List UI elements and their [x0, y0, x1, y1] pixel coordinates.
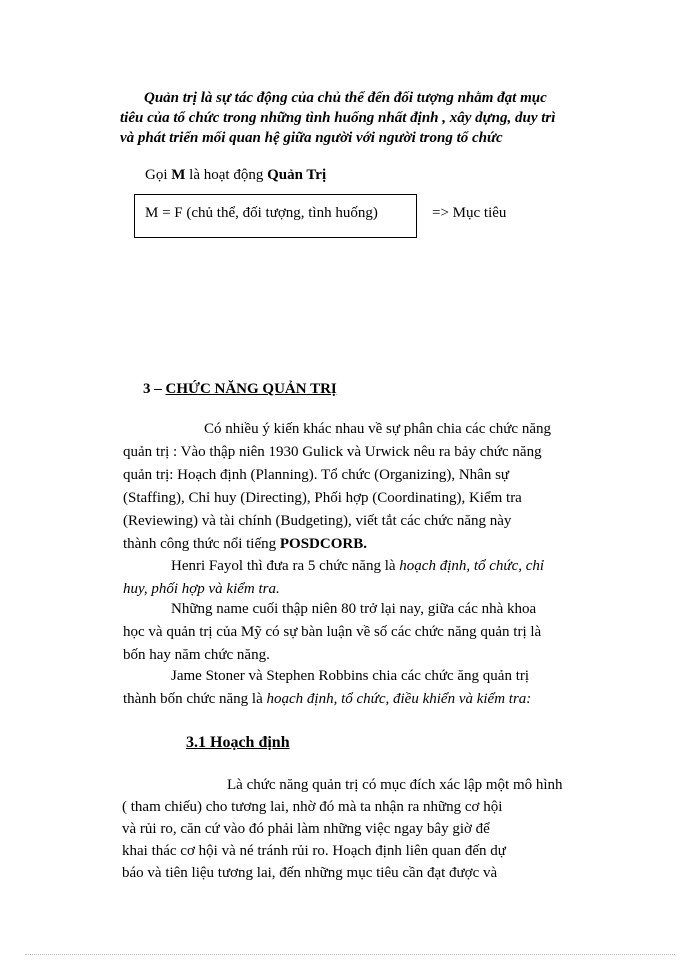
text-line: (Reviewing) và tài chính (Budgeting), viết tắt các chức năng này [123, 513, 512, 529]
section-3-heading [143, 381, 337, 398]
paragraph-fayol [123, 555, 593, 601]
text-line: bốn hay năm chức năng. [123, 647, 270, 663]
paragraph-planning [122, 774, 602, 884]
section-3-title: CHỨC NĂNG QUẢN TRỊ [165, 381, 337, 397]
definition-middle: là hoạt động [185, 167, 268, 183]
intro-line-3: và phát triển mối quan hệ giữa người với người trong tổ chức [120, 130, 503, 146]
definition-term: Quản Trị [267, 167, 327, 183]
fayol-functions: hoạch định, tổ chức, chỉ [399, 558, 545, 574]
paragraph-stoner [123, 665, 593, 711]
formula-result: => Mục tiêu [432, 205, 507, 221]
text-line: Có nhiều ý kiến khác nhau về sự phân chia các chức năng [204, 421, 551, 437]
formula-box [134, 194, 417, 238]
text-line [123, 555, 593, 578]
posdcorb-lead: thành công thức nổi tiếng [123, 536, 280, 552]
definition-prefix: Gọi [145, 167, 172, 183]
definition-line [145, 167, 326, 184]
text-line: Những name cuối thập niên 80 trở lại nay, giữa các nhà khoa [171, 601, 537, 617]
paragraph-80s [123, 598, 593, 667]
definition-symbol: M [171, 167, 186, 183]
intro-line-2: tiêu của tổ chức trong những tình huống nhất định , xây dựng, duy trì [120, 110, 556, 126]
text-line: báo và tiên liệu tương lai, đến những mục tiêu cần đạt được và [122, 865, 498, 881]
stoner-lead: thành bốn chức năng là [123, 691, 267, 707]
stoner-functions: hoạch định, tổ chức, điều khiển và kiểm tra: [266, 691, 532, 707]
intro-definition [120, 88, 600, 148]
text-line: ( tham chiếu) cho tương lai, nhờ đó mà ta nhận ra những cơ hội [122, 799, 503, 815]
text-line: và rủi ro, căn cứ vào đó phải làm những việc ngay bây giờ để [122, 821, 490, 837]
text-line: Jame Stoner và Stephen Robbins chia các chức ăng quản trị [171, 668, 530, 684]
paragraph-views [123, 418, 593, 556]
section-3-number: 3 – [143, 381, 166, 397]
text-line [123, 688, 593, 711]
posdcorb-term: POSDCORB. [279, 536, 367, 552]
text-line: quản trị: Hoạch định (Planning). Tổ chức (Organizing), Nhân sự [123, 467, 510, 483]
text-line: (Staffing), Chỉ huy (Directing), Phối hợp (Coordinating), Kiểm tra [123, 490, 522, 506]
text-line: học và quản trị của Mỹ có sự bàn luận về số các chức năng quản trị là [123, 624, 542, 640]
text-line: khai thác cơ hội và né tránh rủi ro. Hoạch định liên quan đến dự [122, 843, 506, 859]
intro-line-1: Quản trị là sự tác động của chủ thể đến đối tượng nhằm đạt mục [144, 90, 547, 106]
fayol-functions-cont: huy, phối hợp và kiểm tra. [123, 581, 280, 597]
formula-text: M = F (chủ thể, đối tượng, tình huống) [145, 205, 378, 221]
page-bottom-divider [25, 954, 675, 955]
fayol-lead: Henri Fayol thì đưa ra 5 chức năng là [171, 558, 400, 574]
section-3-1-heading: 3.1 Hoạch định [186, 734, 290, 751]
text-line: Là chức năng quản trị có mục đích xác lập một mô hình [227, 777, 563, 793]
text-line [123, 533, 593, 556]
text-line: quản trị : Vào thập niên 1930 Gulick và Urwick nêu ra bảy chức năng [123, 444, 542, 460]
